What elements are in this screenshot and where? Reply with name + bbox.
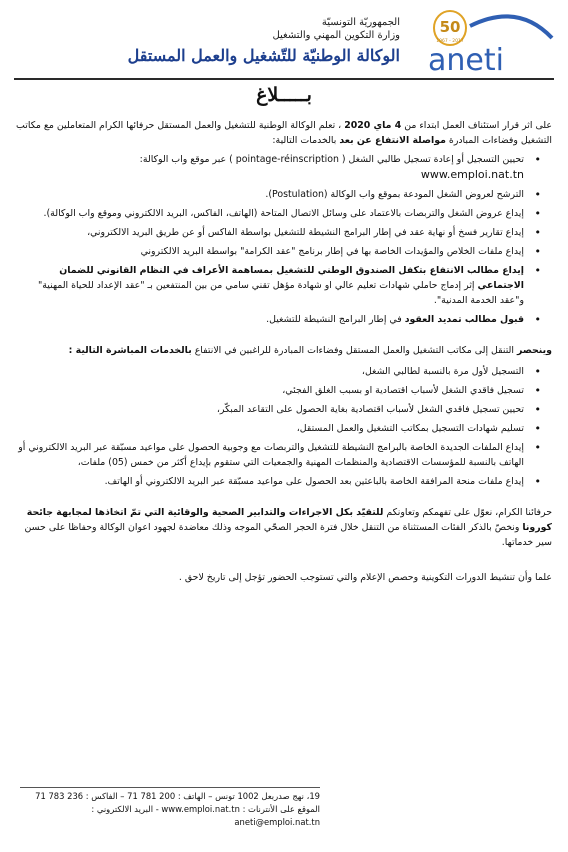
- footer: [20, 787, 320, 829]
- list-item: • تسجيل فاقدي الشغل لأسباب اقتصادية او بسبب الغلق الفجئي،: [16, 383, 524, 398]
- ministry-block: [272, 16, 400, 42]
- list-item: [16, 263, 524, 308]
- item-bold-text: إيداع مطالب الانتفاع بتكفل الصندوق الوطني للتشغيل بمساهمة الأعراف في النظام القانوني للضمان الاجتماعي: [59, 265, 524, 291]
- list-item: • إيداع ملفات منحة المرافقة الخاصة بالباعثين بعد الحصول على مواعيد مسبّقة عبر البريد الالكتروني أو الهاتف.: [16, 474, 524, 489]
- letterhead: [0, 6, 568, 76]
- closing-bold: للتقيّد بكل الاجراءات والتدابير الصحية والوقائية التي تمّ اتخاذها لمجابهة جائحة كورونا: [26, 507, 552, 533]
- footer-contacts: [20, 803, 320, 829]
- logo-dates: 1967 - 2017: [436, 39, 464, 44]
- list-item: • الترشح لعروض الشغل المودعة بموقع واب الوكالة (Postulation).: [16, 187, 524, 202]
- item-text: ) عبر موقع واب الوكالة:: [139, 154, 233, 165]
- list-item: [16, 152, 524, 183]
- logo-years: 50: [439, 18, 461, 36]
- list-item: • تحيين تسجيل فاقدي الشغل لأسباب اقتصادية بغاية الحصول على التقاعد المبكّر،: [16, 402, 524, 417]
- ministry-name: وزارة التكوين المهني والتشغيل: [272, 30, 400, 41]
- republic-name: الجمهوريّة التونسيّة: [321, 17, 400, 28]
- intro-paragraph: [16, 118, 552, 148]
- item-text: إثر إدماج حاملي شهادات تعليم عالي او شهادة مؤهل تقني سامي من بين المنتفعين بـ "عقد الإعداد للحياة المهنية" و"عقد الخدمة المدنية".: [37, 280, 524, 306]
- list-item: • تسليم شهادات التسجيل بمكاتب التشغيل والعمل المستقل،: [16, 421, 524, 436]
- list-item: • إيداع ملفات الخلاص والمؤيدات الخاصة بها في إطار برنامج "عقد الكرامة" بواسطة البريد الالكتروني: [16, 244, 524, 259]
- agency-name: الوكالة الوطنيّة للتّشغيل والعمل المستقل: [127, 46, 400, 65]
- final-note: علما وأن تنشيط الدورات التكوينية وحصص الإعلام والتي تستوجب الحضور تؤجل إلى تاريخ لاحق .: [178, 572, 552, 583]
- heading-bold: وينحصر: [516, 345, 552, 356]
- mail-label: - البريد الالكتروني :: [91, 804, 159, 814]
- item-code: pointage-réinscription: [235, 154, 339, 165]
- header-rule: [14, 78, 554, 80]
- web-label: الموقع على الأنترنات :: [242, 804, 320, 814]
- footer-email-link[interactable]: aneti@emploi.nat.tn: [234, 817, 320, 827]
- logo-wordmark: aneti: [428, 43, 504, 74]
- closing-paragraph: [16, 505, 552, 550]
- heading-text: التنقل إلى مكاتب التشغيل والعمل المستقل وفضاءات المبادرة للراغبين في الانتفاع: [194, 345, 514, 356]
- direct-services-heading: [16, 343, 552, 358]
- logo-swoosh: [470, 16, 552, 38]
- list-item: • التسجيل لأول مرة بالنسبة لطالبي الشغل،: [16, 364, 524, 379]
- direct-services-list: [16, 364, 552, 489]
- item-text: تحيين التسجيل أو إعادة تسجيل طالبي الشغل (: [341, 154, 524, 165]
- footer-address: 19، نهج صدربعل 1002 تونس – الهاتف : 200 781 71 – الفاكس : 236 783 71: [35, 791, 320, 801]
- footer-website-link[interactable]: www.emploi.nat.tn: [161, 804, 240, 814]
- closing-text-1: حرفائنا الكرام، نعوّل على تفهمكم وتعاونكم: [386, 507, 552, 518]
- item-bold-text: قبول مطالب تمديد العقود: [404, 314, 524, 325]
- heading-bold: بالخدمات المباشرة التالية :: [68, 345, 192, 356]
- website-link[interactable]: www.emploi.nat.tn: [420, 168, 524, 181]
- intro-text-3: بالخدمات التالية:: [272, 135, 337, 146]
- closing-text-2: ونخصّ بالذكر الفئات المستثناة من التنقل خلال فترة الحجر الصحّي الموجه وذلك معاضدة لجهود اعوان الوكالة وحفاظا على حسن سير خدماتها.: [24, 522, 552, 548]
- notice-body: [16, 118, 552, 585]
- list-item: • إيداع تقارير فسخ أو نهاية عقد في إطار البرامج النشيطة للتشغيل بواسطة الفاكس أو عن طريق البريد الالكتروني،: [16, 225, 524, 240]
- intro-text-2: ، تعلم الوكالة الوطنية للتشغيل والعمل المستقل حرفائها الكرام المتعاملين مع مكاتب التشغيل وفضاءات المبادرة: [16, 120, 552, 146]
- item-text: في إطار البرامج النشيطة للتشغيل.: [266, 314, 402, 325]
- list-item: • إيداع الملفات الجديدة الخاصة بالبرامج النشيطة للتشغيل والتربصات مع وجوبية الحصول على مواعيد مسبّقة عبر البريد الالكتروني أو الهاتف بالنسبة للمؤسسات الاقتصادية والمنظمات المهنية والجمعيات التي ستقوم بإيداع أكثر من خمس (05) ملفات،: [16, 440, 524, 470]
- intro-text-1: على اثر قرار استئناف العمل ابتداء من: [404, 120, 552, 131]
- notice-title: بـــــلاغ: [256, 84, 312, 106]
- aneti-logo: [418, 8, 558, 74]
- start-date: 4 ماي 2020: [344, 120, 402, 131]
- list-item: • إيداع عروض الشغل والتربصات بالاعتماد على وسائل الاتصال المتاحة (الهاتف، الفاكس، البريد الالكتروني وموقع واب الوكالة).: [16, 206, 524, 221]
- remote-access-phrase: مواصلة الانتفاع عن بعد: [339, 135, 446, 146]
- list-item: [16, 312, 524, 327]
- remote-services-list: [16, 152, 552, 327]
